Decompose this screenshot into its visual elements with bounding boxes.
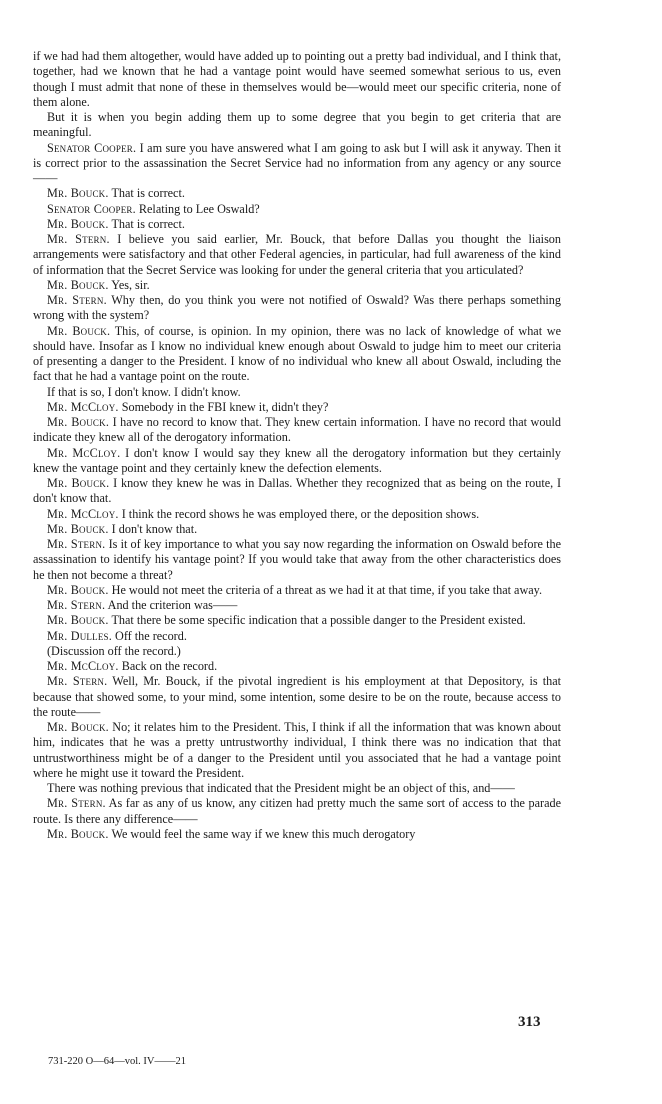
paragraph [33, 781, 561, 796]
speaker-name: Mr. McCloy. [47, 506, 119, 521]
paragraph [33, 186, 561, 201]
page-number: 313 [518, 1014, 541, 1030]
paragraph-text: I know they knew he was in Dallas. Whether they recognized that as being on the route, I don't know that. [33, 476, 562, 506]
paragraph [33, 674, 561, 720]
speaker-name: Mr. Bouck. [47, 216, 109, 231]
paragraph-text: Back on the record. [121, 659, 218, 673]
paragraph-text: Somebody in the FBI knew it, didn't they? [121, 399, 329, 414]
speaker-name: Mr. Bouck. [47, 582, 109, 597]
paragraph [33, 232, 561, 278]
speaker-name: Mr. Bouck. [47, 186, 109, 201]
paragraph [33, 324, 561, 385]
paragraph-text: (Discussion off the record.) [47, 643, 181, 658]
paragraph-text: That is correct. [111, 186, 185, 201]
paragraph [33, 110, 561, 141]
paragraph-text: I believe you said earlier, Mr. Bouck, that before Dallas you thought the liaison arrangements were satisfactory and that other Federal agencies, in particular, had full awareness of the kind of information that the Secret Service was looking for under the general criteria that you articulated? [33, 232, 561, 277]
speaker-name: Mr. Stern. [47, 598, 106, 612]
paragraph [33, 278, 561, 293]
speaker-name: Mr. Stern. [47, 293, 107, 307]
paragraph [33, 583, 561, 598]
paragraph [33, 141, 561, 187]
paragraph [33, 537, 561, 583]
paragraph [33, 629, 561, 644]
paragraph [33, 720, 561, 781]
paragraph-text: Yes, sir. [111, 277, 150, 292]
paragraph [33, 522, 561, 537]
paragraph-text: if we had had them altogether, would have added up to pointing out a pretty bad individual, and I think that, together, had we known that he had a vantage point would have seemed somewhat serious to us, even though I must admit that none of these in themselves would be—would meet our specific criteria, none of them alone. [33, 49, 561, 109]
paragraph [33, 659, 561, 674]
speaker-name: Mr. Stern. [47, 674, 108, 689]
paragraph-text: If that is so, I don't know. I didn't know. [47, 384, 241, 399]
document-body [33, 49, 561, 842]
speaker-name: Mr. Bouck. [47, 415, 110, 429]
speaker-name: Mr. Stern. [47, 232, 110, 246]
paragraph [33, 507, 561, 522]
speaker-name: Senator Cooper. [47, 140, 137, 155]
paragraph-text: Why then, do you think you were not notified of Oswald? Was there perhaps something wrong with the system? [33, 293, 561, 323]
paragraph [33, 415, 561, 446]
paragraph-text: Off the record. [115, 628, 187, 643]
paragraph-text: We would feel the same way if we knew this much derogatory [111, 826, 416, 841]
speaker-name: Mr. Bouck. [47, 720, 109, 734]
speaker-name: Mr. McCloy. [47, 399, 119, 414]
paragraph [33, 49, 561, 110]
paragraph-text: But it is when you begin adding them up to some degree that you begin to get criteria that are meaningful. [33, 110, 561, 140]
speaker-name: Mr. Stern. [47, 796, 106, 811]
speaker-name: Senator Cooper. [47, 201, 136, 216]
paragraph-text: I don't know that. [111, 521, 198, 536]
paragraph [33, 827, 561, 842]
paragraph-text: Relating to Lee Oswald? [138, 201, 260, 216]
paragraph-text: There was nothing previous that indicated that the President might be an object of this, and—— [47, 781, 515, 795]
speaker-name: Mr. Bouck. [47, 476, 110, 490]
paragraph-text: That there be some specific indication that a possible danger to the President existed. [111, 613, 526, 628]
paragraph-text: He would not meet the criteria of a threat as we had it at that time, if you take that away. [111, 582, 543, 597]
paragraph-text: Is it of key importance to what you say now regarding the information on Oswald before the assassination to identify his vantage point? If you would take that away from the other characteristics does he then not become a threat? [33, 537, 562, 582]
paragraph [33, 476, 561, 507]
paragraph-text: I have no record to know that. They knew certain information. I have no record that would indicate they knew all of the derogatory information. [33, 415, 562, 445]
speaker-name: Mr. Bouck. [47, 521, 109, 536]
paragraph [33, 385, 561, 400]
speaker-name: Mr. Bouck. [47, 826, 109, 841]
paragraph [33, 400, 561, 415]
paragraph [33, 293, 561, 324]
paragraph [33, 613, 561, 628]
speaker-name: Mr. Bouck. [47, 323, 111, 338]
paragraph-text: I am sure you have answered what I am going to ask but I will ask it anyway. Then it is correct prior to the assassination the Secret Service had no information from any agency or any source—— [33, 140, 561, 185]
paragraph [33, 796, 561, 827]
paragraph-text: This, of course, is opinion. In my opinion, there was no lack of knowledge of what we should have. Insofar as I know no individual knew enough about Oswald to judge him to meet our criteria of presenting a danger to the President. I know of no individual who knew all about Oswald, including the fact that he had a vantage point on the route. [33, 323, 561, 384]
paragraph [33, 202, 561, 217]
paragraph [33, 446, 561, 477]
paragraph-text: And the criterion was—— [107, 598, 238, 612]
paragraph-text: Well, Mr. Bouck, if the pivotal ingredient is his employment at that Depository, is that because that showed some, to your mind, some intention, some desire to be on the route, because access to the route—— [33, 674, 561, 719]
speaker-name: Mr. Stern. [47, 537, 106, 551]
paragraph [33, 598, 561, 613]
print-code-footer: 731-220 O—64—vol. IV——21 [48, 1056, 186, 1067]
speaker-name: Mr. McCloy. [47, 445, 121, 460]
paragraph-text: I think the record shows he was employed there, or the deposition shows. [121, 506, 480, 521]
paragraph-text: As far as any of us know, any citizen had pretty much the same sort of access to the parade route. Is there any difference—— [33, 796, 562, 826]
speaker-name: Mr. Dulles. [47, 628, 112, 643]
paragraph-text: That is correct. [111, 216, 185, 231]
paragraph [33, 217, 561, 232]
speaker-name: Mr. McCloy. [47, 659, 119, 673]
paragraph-text: No; it relates him to the President. This, I think if all the information that was known about him, indicates that he was a pretty untrustworthy individual, I think there was no indication that that untrustworthiness might be of a danger to the President until you associated that he had a vantage point where he might use it toward the President. [33, 720, 561, 780]
speaker-name: Mr. Bouck. [47, 277, 109, 292]
speaker-name: Mr. Bouck. [47, 613, 109, 628]
paragraph [33, 644, 561, 659]
paragraph-text: I don't know I would say they knew all the derogatory information but they certainly knew the vantage point and they certainly knew the defection elements. [33, 445, 561, 475]
